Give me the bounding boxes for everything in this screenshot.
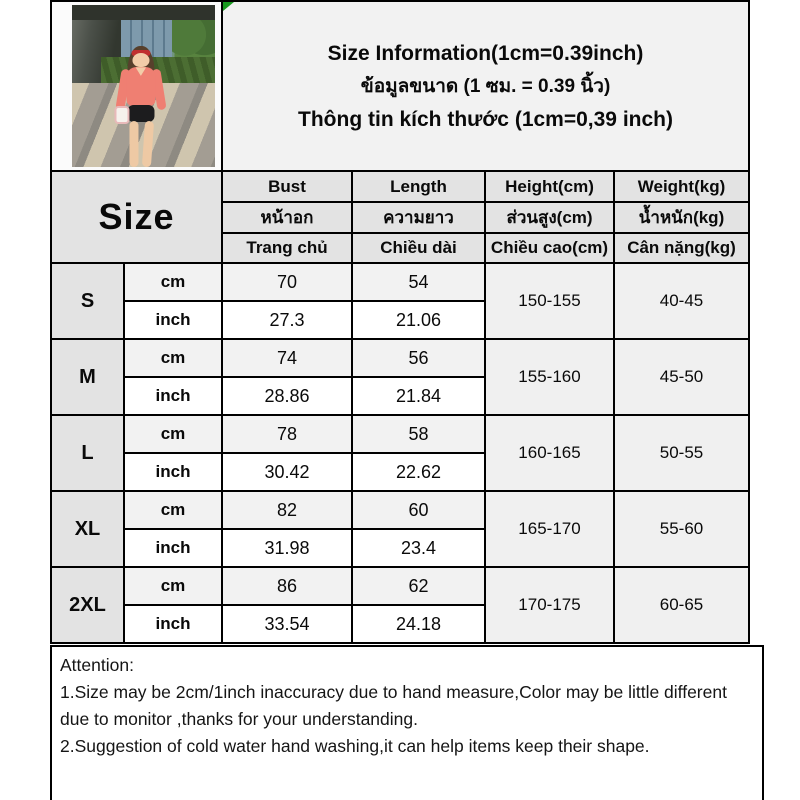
length-inch-l: 22.62 — [352, 453, 485, 491]
weight-range-xl: 55-60 — [614, 491, 749, 567]
bust-inch-m: 28.86 — [222, 377, 352, 415]
length-inch-s: 21.06 — [352, 301, 485, 339]
weight-range-2xl: 60-65 — [614, 567, 749, 643]
bust-inch-xl: 31.98 — [222, 529, 352, 567]
bust-inch-l: 30.42 — [222, 453, 352, 491]
model-leg-right — [142, 121, 154, 167]
weight-range-l: 50-55 — [614, 415, 749, 491]
unit-label-inch: inch — [124, 605, 222, 643]
unit-label-cm: cm — [124, 263, 222, 301]
weight-range-m: 45-50 — [614, 339, 749, 415]
col-header-bust-en: Bust — [222, 171, 352, 202]
bust-inch-s: 27.3 — [222, 301, 352, 339]
length-cm-s: 54 — [352, 263, 485, 301]
title-thai: ข้อมูลขนาด (1 ซม. = 0.39 นิ้ว) — [360, 75, 611, 97]
title-english: Size Information(1cm=0.39inch) — [327, 41, 644, 65]
col-header-length-vi: Chiều dài — [352, 233, 485, 263]
col-header-height-th: ส่วนสูง(cm) — [485, 202, 614, 233]
length-inch-2xl: 24.18 — [352, 605, 485, 643]
size-table — [50, 0, 750, 644]
length-inch-xl: 23.4 — [352, 529, 485, 567]
col-header-weight-vi: Cân nặng(kg) — [614, 233, 749, 263]
weight-range-s: 40-45 — [614, 263, 749, 339]
unit-label-cm: cm — [124, 339, 222, 377]
photo-model — [108, 46, 174, 168]
col-header-weight-en: Weight(kg) — [614, 171, 749, 202]
size-header-cell — [51, 171, 222, 263]
size-label-s: S — [51, 263, 124, 339]
col-header-bust-vi: Trang chủ — [222, 233, 352, 263]
col-header-length-th: ความยาว — [352, 202, 485, 233]
table-row — [51, 567, 749, 605]
table-row — [51, 415, 749, 453]
unit-label-inch: inch — [124, 377, 222, 415]
length-cm-l: 58 — [352, 415, 485, 453]
height-range-m: 155-160 — [485, 339, 614, 415]
height-range-s: 150-155 — [485, 263, 614, 339]
col-header-weight-th: น้ำหนัก(kg) — [614, 202, 749, 233]
length-cm-m: 56 — [352, 339, 485, 377]
size-label-2xl: 2XL — [51, 567, 124, 643]
unit-label-cm: cm — [124, 491, 222, 529]
length-cm-2xl: 62 — [352, 567, 485, 605]
unit-label-inch: inch — [124, 301, 222, 339]
model-face — [132, 53, 149, 68]
size-header-label: Size — [98, 196, 175, 237]
table-row — [51, 263, 749, 301]
bust-cm-2xl: 86 — [222, 567, 352, 605]
bust-cm-xl: 82 — [222, 491, 352, 529]
attention-heading: Attention: — [60, 655, 134, 675]
height-range-l: 160-165 — [485, 415, 614, 491]
unit-label-cm: cm — [124, 415, 222, 453]
length-inch-m: 21.84 — [352, 377, 485, 415]
unit-label-inch: inch — [124, 529, 222, 567]
col-header-bust-th: หน้าอก — [222, 202, 352, 233]
size-label-l: L — [51, 415, 124, 491]
col-header-height-en: Height(cm) — [485, 171, 614, 202]
model-black-shorts — [127, 105, 155, 122]
title-cell — [222, 1, 749, 171]
size-label-xl: XL — [51, 491, 124, 567]
bust-cm-l: 78 — [222, 415, 352, 453]
attention-line-1: 1.Size may be 2cm/1inch inaccuracy due to hand measure,Color may be little different due to monitor ,thanks for your understanding. — [60, 682, 727, 729]
col-header-length-en: Length — [352, 171, 485, 202]
size-label-m: M — [51, 339, 124, 415]
attention-line-2: 2.Suggestion of cold water hand washing,it can help items keep their shape. — [60, 736, 650, 756]
unit-label-inch: inch — [124, 453, 222, 491]
unit-label-cm: cm — [124, 567, 222, 605]
length-cm-xl: 60 — [352, 491, 485, 529]
product-photo-cell — [51, 1, 222, 171]
bust-cm-m: 74 — [222, 339, 352, 377]
bust-inch-2xl: 33.54 — [222, 605, 352, 643]
col-header-height-vi: Chiều cao(cm) — [485, 233, 614, 263]
model-leg-left — [130, 121, 139, 167]
attention-box — [50, 645, 764, 800]
bust-cm-s: 70 — [222, 263, 352, 301]
table-row — [51, 339, 749, 377]
cell-corner-marker-icon — [223, 2, 234, 11]
height-range-2xl: 170-175 — [485, 567, 614, 643]
height-range-xl: 165-170 — [485, 491, 614, 567]
product-photo — [72, 5, 215, 167]
table-row — [51, 491, 749, 529]
title-vietnamese: Thông tin kích thước (1cm=0,39 inch) — [298, 107, 673, 131]
model-hand-item — [115, 106, 130, 123]
photo-roof-beam — [72, 5, 215, 20]
